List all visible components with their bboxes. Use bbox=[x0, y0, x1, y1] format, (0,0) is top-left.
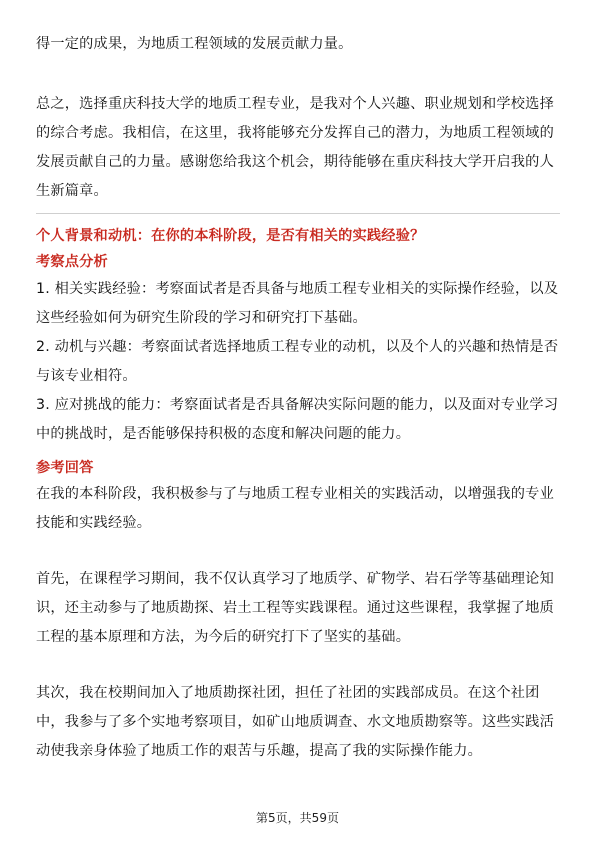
analysis-point-line: 这些经验如何为研究生阶段的学习和研究打下基础。 bbox=[36, 310, 367, 326]
answer-paragraph-3 bbox=[36, 679, 560, 766]
analysis-heading-block bbox=[36, 248, 560, 277]
paragraph-line: 在我的本科阶段，我积极参与了与地质工程专业相关的实践活动，以增强我的专业 bbox=[36, 486, 554, 502]
answer-paragraph-2 bbox=[36, 565, 560, 652]
analysis-points bbox=[36, 275, 560, 449]
analysis-point-line: 1. 相关实践经验：考察面试者是否具备与地质工程专业相关的实际操作经验，以及 bbox=[36, 281, 559, 297]
paragraph-line: 其次，我在校期间加入了地质勘探社团，担任了社团的实践部成员。在这个社团 bbox=[36, 685, 540, 701]
paragraph-line: 中，我参与了多个实地考察项目，如矿山地质调查、水文地质勘察等。这些实践活 bbox=[36, 714, 554, 730]
analysis-point-line: 2. 动机与兴趣：考察面试者选择地质工程专业的动机，以及个人的兴趣和热情是否 bbox=[36, 339, 559, 355]
answer-paragraph-1 bbox=[36, 480, 560, 538]
paragraph-line: 的综合考虑。我相信，在这里，我将能够充分发挥自己的潜力，为地质工程领域的 bbox=[36, 125, 554, 141]
question-title: 个人背景和动机：在你的本科阶段，是否有相关的实践经验？ bbox=[36, 228, 425, 244]
paragraph-line: 生新篇章。 bbox=[36, 183, 108, 199]
paragraph-line: 识，还主动参与了地质勘探、岩土工程等实践课程。通过这些课程，我掌握了地质 bbox=[36, 600, 554, 616]
page-number-footer: 第5页，共59页 bbox=[256, 811, 339, 825]
answer-heading-block bbox=[36, 454, 560, 483]
question-title-block bbox=[36, 222, 560, 251]
paragraph-line: 得一定的成果，为地质工程领域的发展贡献力量。 bbox=[36, 36, 353, 52]
intro-paragraph bbox=[36, 30, 560, 59]
analysis-point-line: 中的挑战时，是否能够保持积极的态度和解决问题的能力。 bbox=[36, 426, 411, 442]
analysis-point-line: 3. 应对挑战的能力：考察面试者是否具备解决实际问题的能力，以及面对专业学习 bbox=[36, 397, 559, 413]
paragraph-line: 技能和实践经验。 bbox=[36, 515, 152, 531]
paragraph-line: 发展贡献自己的力量。感谢您给我这个机会，期待能够在重庆科技大学开启我的人 bbox=[36, 154, 554, 170]
answer-heading: 参考回答 bbox=[36, 460, 94, 476]
paragraph-line: 工程的基本原理和方法，为今后的研究打下了坚实的基础。 bbox=[36, 629, 411, 645]
paragraph-line: 动使我亲身体验了地质工作的艰苦与乐趣，提高了我的实际操作能力。 bbox=[36, 743, 483, 759]
paragraph-line: 首先，在课程学习期间，我不仅认真学习了地质学、矿物学、岩石学等基础理论知 bbox=[36, 571, 554, 587]
summary-paragraph bbox=[36, 90, 560, 206]
analysis-point-line: 与该专业相符。 bbox=[36, 368, 137, 384]
paragraph-line: 总之，选择重庆科技大学的地质工程专业，是我对个人兴趣、职业规划和学校选择 bbox=[36, 96, 554, 112]
section-divider bbox=[36, 213, 560, 214]
analysis-heading: 考察点分析 bbox=[36, 254, 108, 270]
